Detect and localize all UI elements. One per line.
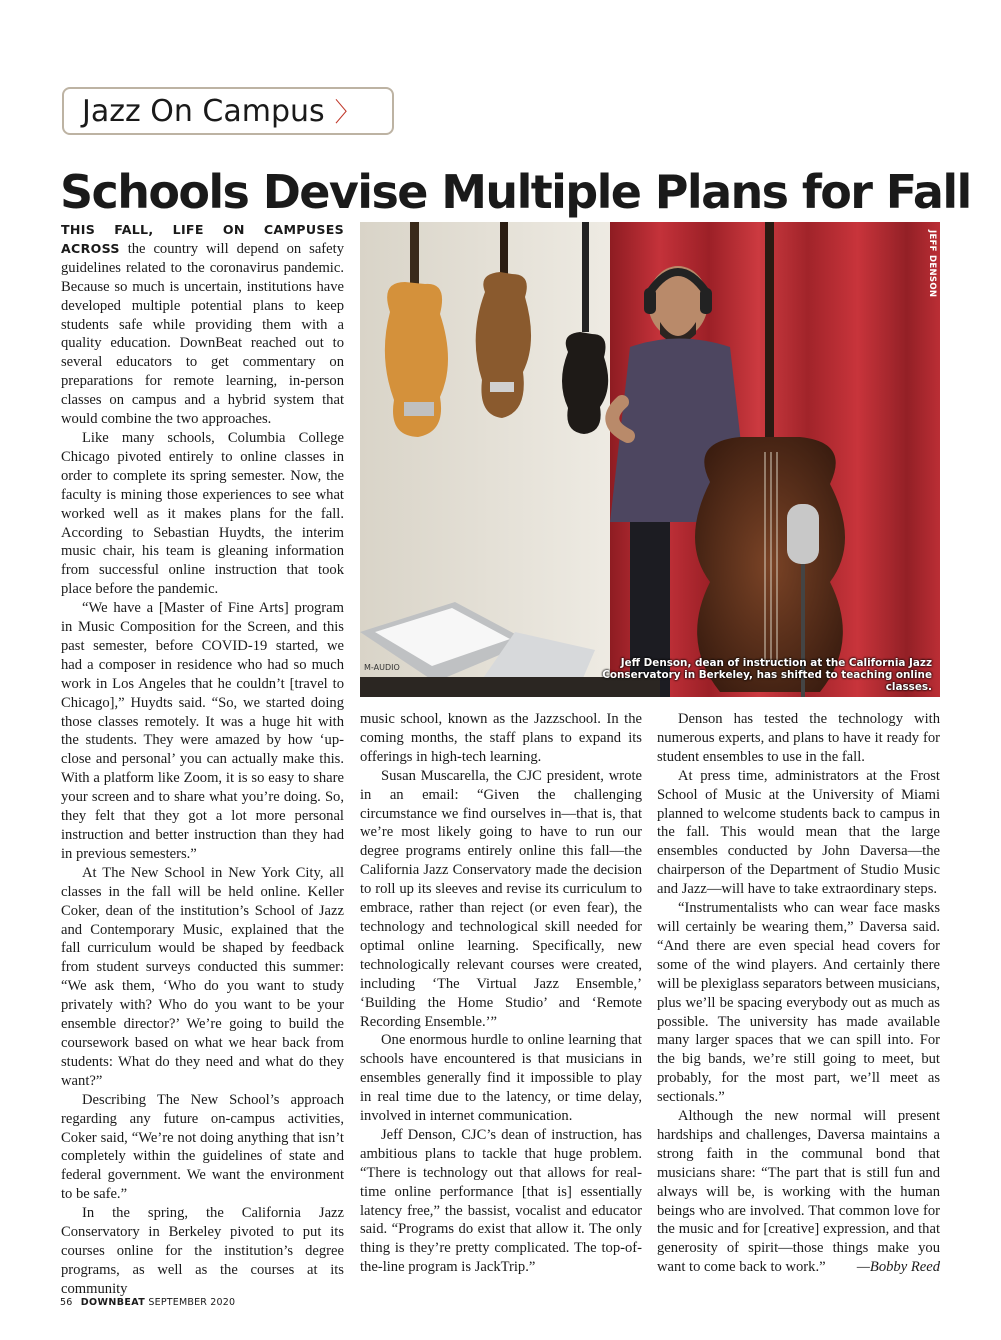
article-paragraph [61, 221, 344, 429]
article-paragraph: Jeff Denson, CJC’s dean of instruction, has ambitious plans to tackle that huge problem. “There is technology out that allows for real-time online performance [that is] essentially latency free,” the bassist, vocalist and educator said. “Programs do exist that allow it. The only thing is they’re pretty complicated. The top-of-the-line program is JackTrip.” [360, 1126, 642, 1276]
article-paragraph: One enormous hurdle to online learning that schools have encountered is that musicians in ensembles generally find it impossible to play in real time due to the latency, or time delay, involved in internet communication. [360, 1032, 642, 1125]
feature-photo [360, 222, 940, 697]
page-number: 56 [60, 1297, 73, 1308]
photo-caption: Jeff Denson, dean of instruction at the California Jazz Conservatory in Berkeley, has shifted to teaching online classes. [602, 657, 932, 693]
article-paragraph: In the spring, the California Jazz Conservatory in Berkeley pivoted to put its courses online for the institution’s degree programs, as well as the courses at its community [61, 1205, 344, 1297]
article-headline: Schools Devise Multiple Plans for Fall [60, 165, 971, 219]
article-paragraph: “Instrumentalists who can wear face masks will certainly be wearing them,” Daversa said. “And there are even special head covers for some of the wind players. And certainly there will be plexiglass separators between musicians, plus we’ll be spacing everybody out as much as possible. The university has made available many larger spaces that we can spill into. For the big bands, we’re still going to meet, but probably, for the most part, we’ll meet as sectionals.” [657, 900, 940, 1106]
issue-date: SEPTEMBER 2020 [148, 1297, 236, 1308]
magazine-name: DOWNBEAT [80, 1297, 146, 1308]
article-column-2 [360, 710, 642, 1280]
article-paragraph [657, 1107, 940, 1277]
chevron-right-icon: 〉 [334, 97, 361, 128]
photo-credit: JEFF DENSON [927, 230, 937, 298]
article-column-3 [657, 710, 940, 1280]
page-footer [60, 1297, 235, 1308]
article-paragraph: Describing The New School’s approach regarding any future on-campus activities, Coker said, “We’re not doing anything that isn’t completely within the guidelines of state and federal government. We want the environment to be safe.” [61, 1091, 344, 1203]
photo-illustration [360, 222, 940, 697]
article-paragraph: Like many schools, Columbia College Chicago pivoted entirely to online classes in order to complete its spring semester. Now, the faculty is mining those experiences to see what worked well as it makes plans for the fall. According to Sebastian Huydts, the interim music chair, his team is gleaning information from successful online instruction that took place before the pandemic. [61, 429, 344, 598]
article-paragraph: “We have a [Master of Fine Arts] program in Music Composition for the Screen, and this past semester, before COVID-19 started, we had a composer in residence who had so much work in Los Angeles that he couldn’t [travel to Chicago],” Huydts said. “So, we started doing those classes remotely. It was a huge hit with the students. They were amazed by how ‘up-close and personal’ you can actually make this. With a platform like Zoom, it is so easy to share your screen and to share what you’re doing. So, they felt that they got a lot more personal instruction and better instruction than they had in previous semesters.” [61, 600, 344, 862]
author-byline: —Bobby Reed [856, 1259, 940, 1276]
article-paragraph: Denson has tested the technology with numerous experts, and plans to have it ready for student ensembles to use in the fall. [657, 711, 940, 765]
keyboard-brand-label: M-AUDIO [364, 663, 400, 672]
article-paragraph: At press time, administrators at the Frost School of Music at the University of Miami planned to welcome students back to campus in the fall. This would mean that the large ensembles conducted by John Daversa—the chairperson of the Department of Studio Music and Jazz—will have to take extraordinary steps. [657, 767, 940, 898]
lead-in: THIS FALL, LIFE ON CAMPUSES ACROSS [61, 222, 344, 256]
article-paragraph: At The New School in New York City, all classes in the fall will be held online. Keller Coker, dean of the institution’s School of Jazz and Contemporary Music, explained that the fall curriculum would be shaped by feedback from student surveys conducted this summer: “We ask them, ‘Who do you want to study privately with? Who do you want to be your ensemble director?’ We’re going to build the coursework based on what we hear back from students: What do they need and what do they want?” [61, 864, 344, 1089]
article-column-1 [61, 221, 344, 1297]
paragraph-text: the country will depend on safety guidelines related to the coronavirus pandemic. Because so much is uncertain, institutions have developed multiple potential plans to keep students safe while providing them with a quality education. DownBeat reached out to several educators to get commentary on preparations for remote learning, in-person classes on campus and a hybrid system that would combine the two approaches. [61, 240, 344, 428]
article-paragraph: Susan Muscarella, the CJC president, wrote in an email: “Given the challenging circumstance we find ourselves in—that is, that we’re most likely going to have to run our degree programs entirely online this fall—the California Jazz Conservatory made the decision to roll up its sleeves and revise its curriculum to embrace, rather than reject (or even fear), the technology and technological skill needed for optimal online learning. Specifically, new technologically relevant courses were created, including ‘The Virtual Jazz Ensemble,’ ‘Building the Home Studio’ and ‘Remote Recording Ensemble.’” [360, 767, 642, 1030]
article-paragraph: music school, known as the Jazzschool. In the coming months, the staff plans to expand its offerings in high-tech learning. [360, 711, 642, 765]
section-tag-label: Jazz On Campus [82, 93, 325, 129]
paragraph-text: Although the new normal will present hardships and challenges, Daversa maintains a strong faith in the communal bond that musicians share: “The part that is still fun and always will be, is working with the human beings who are involved. That common love for the music and for [creative] expression, and that generosity of spirit—those things make you want to come back to work.” [657, 1108, 940, 1276]
section-tag [62, 87, 394, 135]
